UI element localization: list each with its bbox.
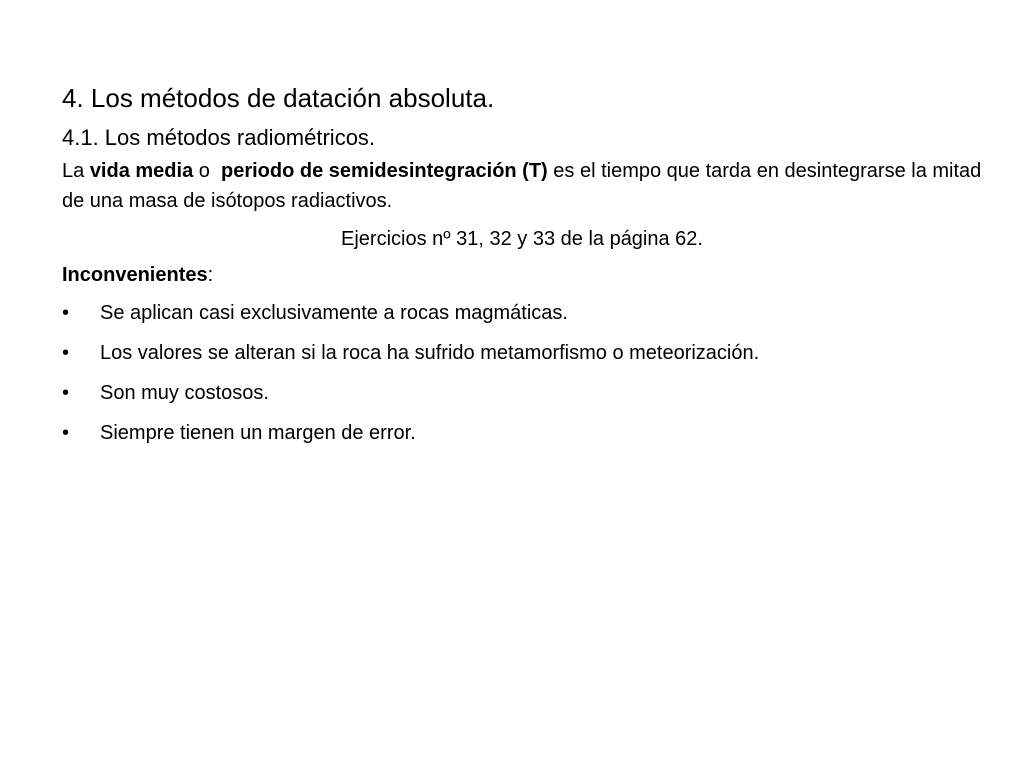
slide-content (62, 78, 982, 458)
list-item-text: Siempre tienen un margen de error. (100, 422, 416, 444)
list-item-text: Los valores se alteran si la roca ha sufrido metamorfismo o meteorización. (100, 342, 760, 364)
bullet-icon: • (62, 382, 70, 404)
definition-intro: La (62, 160, 90, 182)
list-item (62, 338, 982, 368)
list-item (62, 418, 982, 448)
drawbacks-label-text: Inconvenientes (62, 264, 208, 286)
drawbacks-label (62, 260, 982, 290)
list-item-text: Se aplican casi exclusivamente a rocas magmáticas. (100, 302, 568, 324)
list-item-text: Son muy costosos. (100, 382, 269, 404)
bullet-icon: • (62, 422, 70, 444)
drawbacks-list (62, 298, 982, 448)
slide-subheading: 4.1. Los métodos radiométricos. (62, 125, 376, 150)
definition-paragraph (62, 156, 982, 216)
bullet-icon: • (62, 342, 70, 364)
bullet-icon: • (62, 302, 70, 324)
drawbacks-label-colon: : (207, 264, 214, 286)
definition-rest: es el tiempo que tarda en desintegrarse la mitad de una masa de isótopos radiactivos. (62, 160, 982, 212)
exercises-note: Ejercicios nº 31, 32 y 33 de la página 62. (341, 228, 703, 250)
slide-heading: 4. Los métodos de datación absoluta. (62, 83, 495, 113)
list-item (62, 298, 982, 328)
definition-term-half-life: vida media (89, 160, 194, 182)
list-item (62, 378, 982, 408)
definition-connector: o (193, 160, 221, 182)
definition-term-semidisintegration: periodo de semidesintegración (T) (221, 160, 548, 182)
